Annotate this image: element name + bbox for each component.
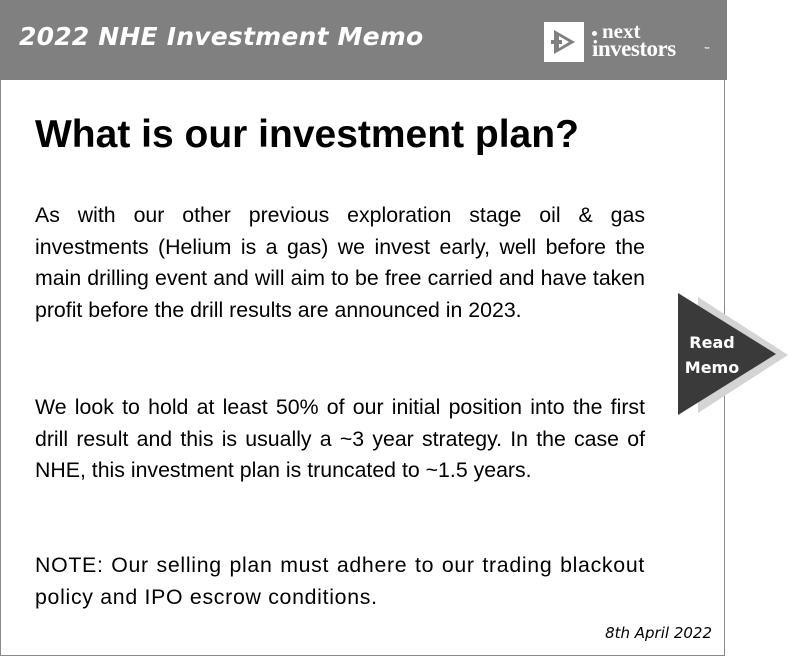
read-memo-label-line1: Read (689, 333, 735, 352)
read-memo-label (678, 330, 746, 380)
memo-date: 8th April 2022 (605, 624, 712, 642)
paragraph-investment-approach: As with our other previous exploration stage oil & gas investments (Helium is a gas) we invest early, well before the main drilling event and will aim to be free carried and have taken profit before the drill results are announced in 2023. (35, 203, 645, 322)
logo (592, 19, 710, 61)
logo-word-investors: investors (592, 36, 676, 61)
paragraph-holding-strategy: We look to hold at least 50% of our initial position into the first drill result and this is usually a ~3 year strategy. In the case of NHE, this investment plan is truncated to ~1.5 years. (35, 395, 645, 483)
read-memo-label-line2: Memo (684, 358, 740, 377)
page-heading: What is our investment plan? (35, 113, 579, 156)
play-arrow-icon (544, 22, 584, 62)
paragraph-selling-note: NOTE: Our selling plan must adhere to our trading blackout policy and IPO escrow conditions. (35, 553, 645, 609)
logo-trademark: ™ (704, 47, 710, 53)
read-memo-button[interactable] (678, 293, 790, 417)
logo-dot (592, 31, 597, 36)
header-bar (0, 0, 727, 80)
header-title: 2022 NHE Investment Memo (19, 22, 424, 51)
logo-word-next: next (602, 19, 641, 43)
